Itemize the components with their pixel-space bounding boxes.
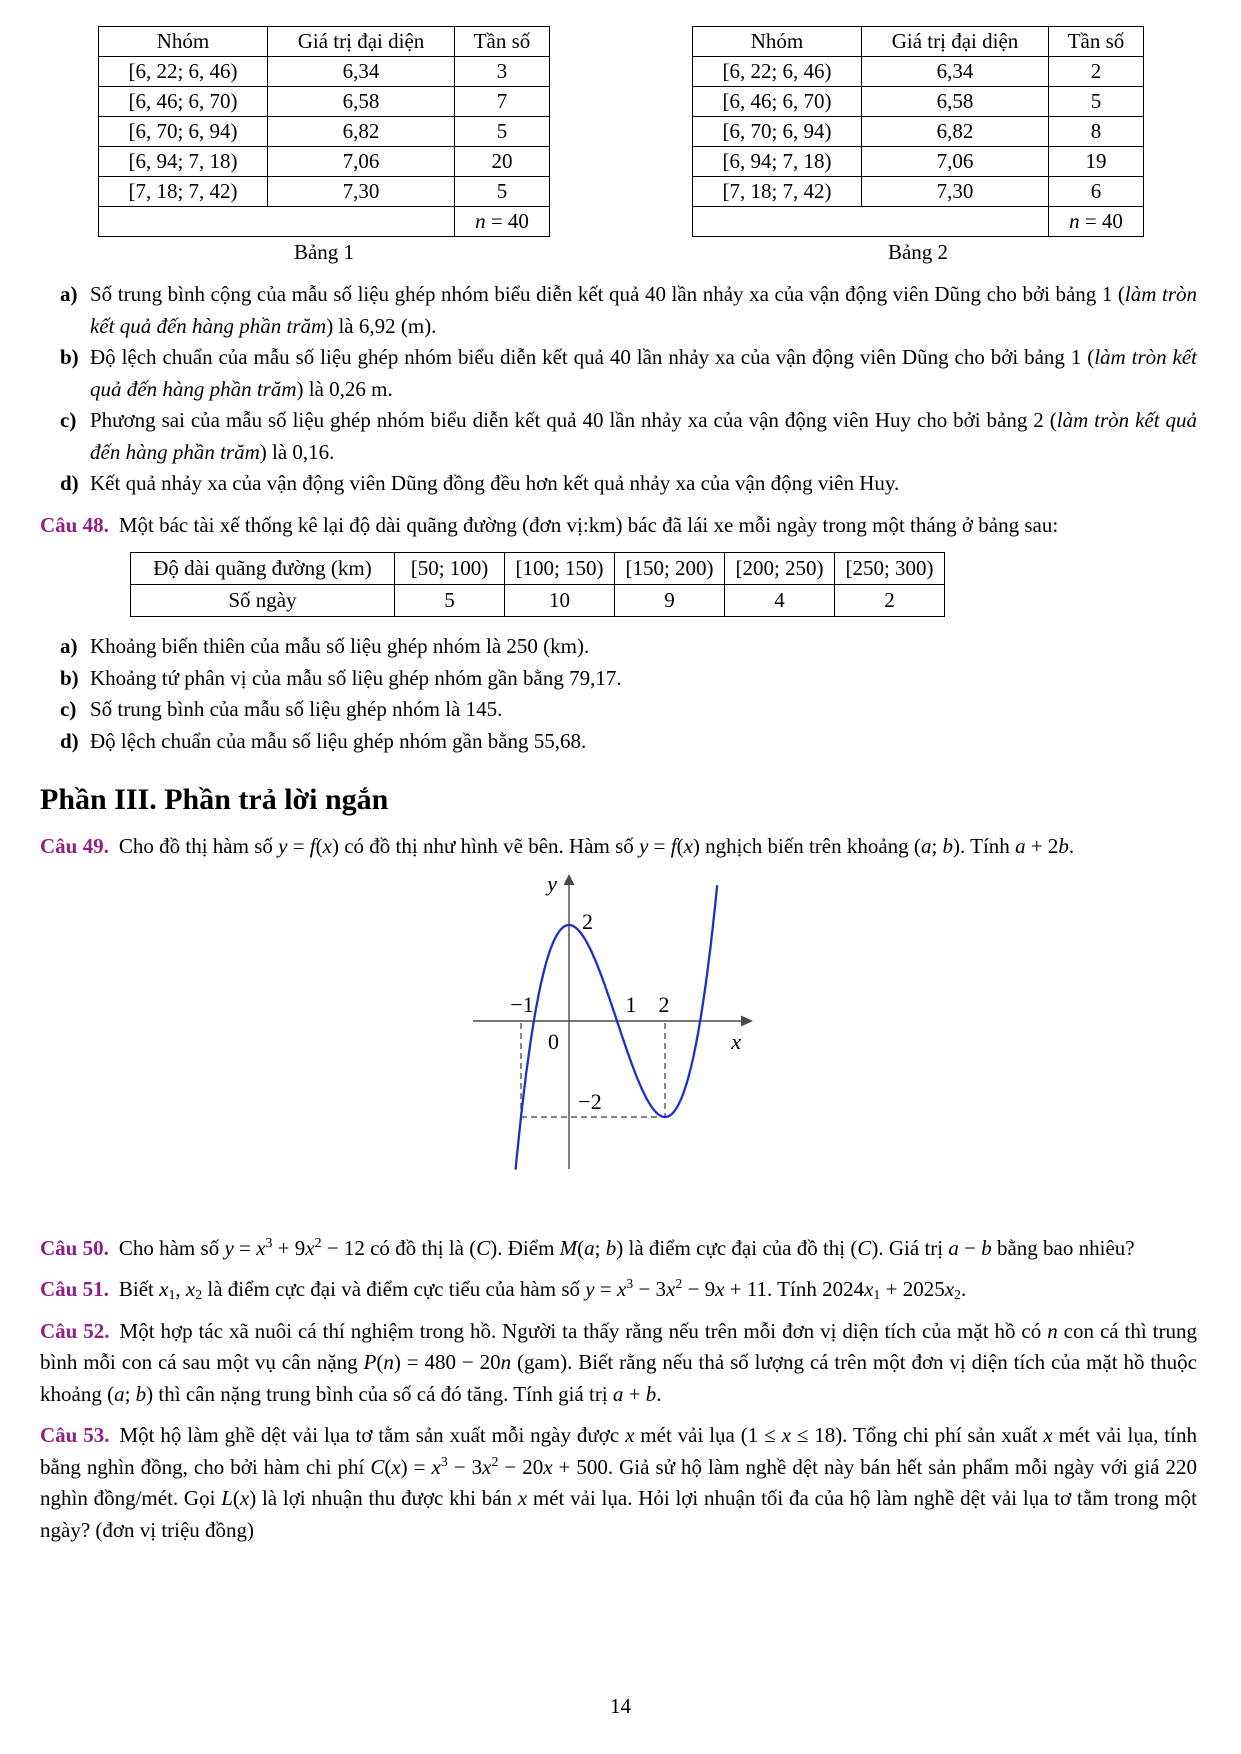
statement-item <box>60 405 1197 468</box>
table-cell: Tần số <box>1049 27 1144 57</box>
table-cell-total: n = 40 <box>455 207 550 237</box>
item-label: c) <box>60 697 77 721</box>
section-heading: Phần III. Phần trả lời ngắn <box>40 783 389 816</box>
x-tick-0: 0 <box>547 1028 559 1054</box>
stat-table-block-1 <box>98 26 550 265</box>
stat-table-block-2 <box>692 26 1144 265</box>
table-cell: [6, 94; 7, 18) <box>99 147 268 177</box>
table-cell: [50; 100) <box>395 553 505 585</box>
question-52 <box>40 1316 1197 1411</box>
x-axis-label: x <box>730 1028 741 1054</box>
table-cell: Nhóm <box>693 27 862 57</box>
x-tick-1: 1 <box>625 991 636 1017</box>
table-cell: [200; 250) <box>725 553 835 585</box>
question-48-text: Một bác tài xế thống kê lại độ dài quãng đường (đơn vị:km) bác đã lái xe mỗi ngày trong một tháng ở bảng sau: <box>118 512 1059 537</box>
table-cell: 7,06 <box>862 147 1049 177</box>
table-cell: [6, 46; 6, 70) <box>693 87 862 117</box>
table-cell: 5 <box>455 177 550 207</box>
item-text: Kết quả nhảy xa của vận động viên Dũng đồng đều hơn kết quả nhảy xa của vận động viên Huy. <box>90 471 900 495</box>
y-tick-neg2: −2 <box>577 1088 602 1114</box>
question-49-text: Cho đồ thị hàm số y = f(x) có đồ thị như hình vẽ bên. Hàm số y = f(x) nghịch biến trên khoảng (a; b). Tính a + 2b. <box>118 834 1075 858</box>
table-cell: 3 <box>455 57 550 87</box>
table-cell: 5 <box>395 585 505 617</box>
statement-item <box>60 468 1197 500</box>
table-cell: 6 <box>1049 177 1144 207</box>
table-cell: [6, 46; 6, 70) <box>99 87 268 117</box>
item-text: Độ lệch chuẩn của mẫu số liệu ghép nhóm gần bằng 55,68. <box>90 728 587 753</box>
item-label: d) <box>60 471 79 495</box>
question-53 <box>40 1420 1197 1546</box>
table-cell: Giá trị đại diện <box>268 27 455 57</box>
table-cell: Độ dài quãng đường (km) <box>131 553 395 585</box>
item-text: Khoảng tứ phân vị của mẫu số liệu ghép nhóm gần bằng 79,17. <box>90 665 622 690</box>
table-cell: [7, 18; 7, 42) <box>693 177 862 207</box>
table-cell: 20 <box>455 147 550 177</box>
question-51-number: Câu 51. <box>40 1277 109 1301</box>
table-cell: [6, 22; 6, 46) <box>99 57 268 87</box>
item-text: Phương sai của mẫu số liệu ghép nhóm biểu diễn kết quả 40 lần nhảy xa của vận động viên Huy cho bởi bảng 2 (làm tròn kết quả đến hàng phần trăm) là 0,16. <box>90 408 1197 464</box>
stat-table-bang-1 <box>98 26 550 237</box>
function-graph-container <box>449 869 789 1223</box>
table-cell: [100; 150) <box>505 553 615 585</box>
table-cell: 4 <box>725 585 835 617</box>
question-50-text: Cho hàm số $y = x^3 + 9x^2 - 12$ có đồ thị là (C). Điểm M(a; b) là điểm cực đại của đồ thị (C). Giá trị a − b bằng bao nhiêu? <box>118 1234 1135 1260</box>
table-cell-empty <box>99 207 455 237</box>
table-cell: [150; 200) <box>615 553 725 585</box>
question-48 <box>40 510 1197 542</box>
table-cell-empty <box>693 207 1049 237</box>
question-53-text: Một hộ làm ghề dệt vải lụa tơ tằm sản xuất mỗi ngày được x mét vải lụa (1 ≤ x ≤ 18). Tổng chi phí sản xuất x mét vải lụa, tính bằng nghìn đồng, cho bởi hàm chi phí $C(x) = x^3 - 3x^2 - 20x + 500$. Giả sử hộ làm nghề dệt này bán hết sản phẩm mỗi ngày với giá 220 nghìn đồng/mét. Gọi L(x) là lợi nhuận thu được khi bán x mét vải lụa. Hỏi lợi nhuận tối đa của hộ làm nghề dệt vải lụa tơ tằm trong một ngày? (đơn vị triệu đồng) <box>40 1423 1198 1542</box>
question-52-text: Một hợp tác xã nuôi cá thí nghiệm trong hồ. Người ta thấy rằng nếu trên mỗi đơn vị diện tích của mặt hồ có n con cá thì trung bình mỗi con cá sau một vụ cân nặng P(n) = 480 − 20n (gam). Biết rằng nếu thả số lượng cá trên một đơn vị diện tích của mặt hồ thuộc khoảng (a; b) thì cân nặng trung bình của số cá đó tăng. Tính giá trị a + b. <box>40 1318 1197 1406</box>
table-cell: 6,82 <box>862 117 1049 147</box>
cubic-curve <box>515 885 717 1169</box>
item-text: Số trung bình của mẫu số liệu ghép nhóm là 145. <box>90 697 503 721</box>
statement-list-2 <box>60 631 1197 757</box>
table-cell: [250; 300) <box>835 553 945 585</box>
x-axis-arrow <box>741 1015 753 1026</box>
table-cell: 6,34 <box>862 57 1049 87</box>
table-cell: 2 <box>835 585 945 617</box>
table-caption-1: Bảng 1 <box>293 240 355 264</box>
table-cell: 6,58 <box>862 87 1049 117</box>
table-cell: 19 <box>1049 147 1144 177</box>
question-50 <box>40 1233 1197 1265</box>
item-label: b) <box>60 665 79 690</box>
table-cell: [7, 18; 7, 42) <box>99 177 268 207</box>
table-cell: Tần số <box>455 27 550 57</box>
question-48-number: Câu 48. <box>40 512 109 537</box>
question-49-number: Câu 49. <box>40 834 109 858</box>
item-text: Độ lệch chuẩn của mẫu số liệu ghép nhóm biểu diễn kết quả 40 lần nhảy xa của vận động viên Dũng cho bởi bảng 1 (làm tròn kết quả đến hàng phần trăm) là 0,26 m. <box>90 345 1197 401</box>
x-tick-2: 2 <box>658 991 669 1017</box>
item-text: Khoảng biến thiên của mẫu số liệu ghép nhóm là 250 (km). <box>90 634 590 658</box>
x-tick-neg1: −1 <box>509 991 534 1017</box>
table-cell: [6, 94; 7, 18) <box>693 147 862 177</box>
table-cell: 7,06 <box>268 147 455 177</box>
table-cell: 8 <box>1049 117 1144 147</box>
item-text: Số trung bình cộng của mẫu số liệu ghép nhóm biểu diễn kết quả 40 lần nhảy xa của vận động viên Dũng cho bởi bảng 1 (làm tròn kết quả đến hàng phần trăm) là 6,92 (m). <box>90 282 1197 338</box>
question-52-number: Câu 52. <box>40 1318 110 1343</box>
table-cell: [6, 70; 6, 94) <box>99 117 268 147</box>
item-label: b) <box>60 345 79 369</box>
distance-table <box>130 552 945 617</box>
statement-list-1 <box>60 279 1197 500</box>
stat-tables-row <box>98 26 1197 265</box>
question-53-number: Câu 53. <box>40 1423 110 1447</box>
item-label: a) <box>60 282 78 306</box>
table-cell: 6,82 <box>268 117 455 147</box>
statement-item <box>60 694 1197 726</box>
table-cell: 5 <box>1049 87 1144 117</box>
table-cell: Nhóm <box>99 27 268 57</box>
table-caption-2: Bảng 2 <box>887 240 949 264</box>
table-cell: [6, 70; 6, 94) <box>693 117 862 147</box>
item-label: d) <box>60 728 79 753</box>
table-cell-total: n = 40 <box>1049 207 1144 237</box>
question-50-number: Câu 50. <box>40 1235 109 1260</box>
table-cell: [6, 22; 6, 46) <box>693 57 862 87</box>
item-label: a) <box>60 634 78 658</box>
stat-table-bang-2 <box>692 26 1144 237</box>
table-cell: 7 <box>455 87 550 117</box>
table-cell: 7,30 <box>268 177 455 207</box>
table-cell: 5 <box>455 117 550 147</box>
y-axis-arrow <box>563 874 574 885</box>
statement-item <box>60 279 1197 342</box>
statement-item <box>60 726 1197 758</box>
statement-item <box>60 631 1197 663</box>
table-cell: Số ngày <box>131 585 395 617</box>
table-cell: 9 <box>615 585 725 617</box>
y-tick-2: 2 <box>581 908 593 934</box>
page-number: 14 <box>610 1694 631 1718</box>
table-cell: 6,34 <box>268 57 455 87</box>
table-cell: 10 <box>505 585 615 617</box>
table-cell: 2 <box>1049 57 1144 87</box>
table-cell: 6,58 <box>268 87 455 117</box>
statement-item <box>60 342 1197 405</box>
question-51-text: Biết $x_1$, $x_2$ là điểm cực đại và điểm cực tiểu của hàm số $y = x^3 - 3x^2 - 9x + 11$. Tính $2024x_1 + 2025x_2$. <box>118 1276 967 1303</box>
table-cell: 7,30 <box>862 177 1049 207</box>
question-49 <box>40 831 1197 863</box>
question-51 <box>40 1274 1197 1306</box>
y-axis-label: y <box>546 870 557 896</box>
function-graph <box>449 869 789 1217</box>
table-cell: Giá trị đại diện <box>862 27 1049 57</box>
statement-item <box>60 663 1197 695</box>
item-label: c) <box>60 408 77 432</box>
